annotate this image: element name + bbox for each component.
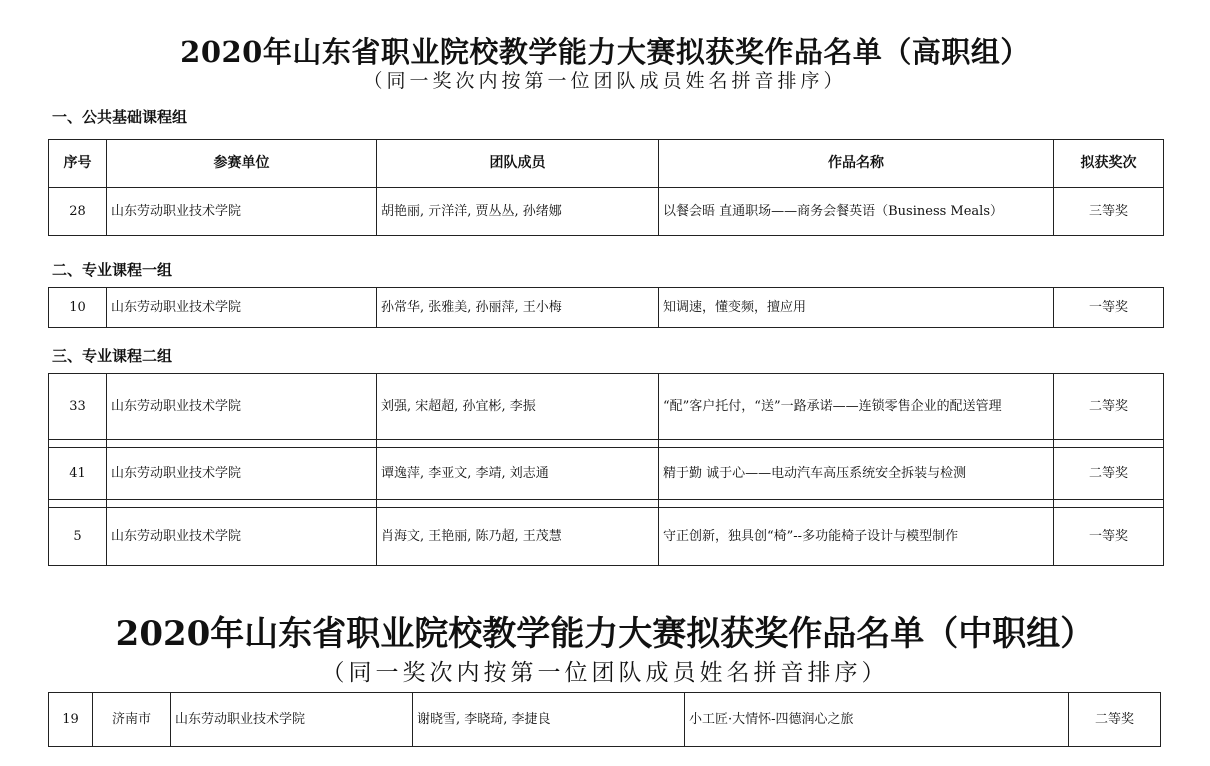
page-subtitle-high: （同一奖次内按第一位团队成员姓名拼音排序） (363, 70, 847, 92)
page-subtitle-mid: （同一奖次内按第一位团队成员姓名拼音排序） (321, 660, 889, 686)
cell-work: 守正创新，独具创“椅”--多功能椅子设计与模型制作 (659, 508, 1054, 566)
cell-unit: 山东劳动职业技术学院 (107, 448, 377, 500)
cell-work: 小工匠·大情怀-四德润心之旅 (685, 693, 1069, 747)
cell-work: 知调速，懂变频，擅应用 (659, 288, 1054, 328)
cell-members: 刘强, 宋超超, 孙宜彬, 李振 (377, 374, 659, 440)
cell-unit: 山东劳动职业技术学院 (107, 374, 377, 440)
cell-members: 胡艳丽, 亓洋洋, 贾丛丛, 孙绪娜 (377, 188, 659, 236)
table-mid (48, 692, 1161, 747)
cell-unit: 山东劳动职业技术学院 (171, 693, 413, 747)
cell-award: 一等奖 (1054, 508, 1164, 566)
cell-unit: 山东劳动职业技术学院 (107, 288, 377, 328)
table-row (49, 693, 1161, 747)
cell-no: 10 (49, 288, 107, 328)
cell-no: 19 (49, 693, 93, 747)
section-label-public: 一、公共基础课程组 (52, 108, 188, 126)
page-title-high: 2020年山东省职业院校教学能力大赛拟获奖作品名单（高职组） (180, 35, 1030, 69)
cell-award: 二等奖 (1054, 448, 1164, 500)
cell-no: 28 (49, 188, 107, 236)
cell-award: 二等奖 (1069, 693, 1161, 747)
cell-members: 孙常华, 张雅美, 孙丽萍, 王小梅 (377, 288, 659, 328)
cell-work: 以餐会晤 直通职场——商务会餐英语（Business Meals） (659, 188, 1054, 236)
table-row (49, 508, 1164, 566)
col-header-members: 团队成员 (377, 140, 659, 188)
cell-award: 一等奖 (1054, 288, 1164, 328)
table-pro-1 (48, 287, 1164, 328)
cell-work: 精于勤 诚于心——电动汽车高压系统安全拆装与检测 (659, 448, 1054, 500)
cell-work: “配”客户托付，“送”一路承诺——连锁零售企业的配送管理 (659, 374, 1054, 440)
cell-no: 5 (49, 508, 107, 566)
cell-city: 济南市 (93, 693, 171, 747)
table-row (49, 374, 1164, 440)
cell-members: 谭逸萍, 李亚文, 李靖, 刘志通 (377, 448, 659, 500)
cell-award: 二等奖 (1054, 374, 1164, 440)
col-header-unit: 参赛单位 (107, 140, 377, 188)
cell-no: 33 (49, 374, 107, 440)
section-label-pro1: 二、专业课程一组 (52, 261, 173, 279)
col-header-work: 作品名称 (659, 140, 1054, 188)
cell-award: 三等奖 (1054, 188, 1164, 236)
table-public-basic (48, 139, 1164, 236)
table-pro-2 (48, 373, 1164, 566)
col-header-no: 序号 (49, 140, 107, 188)
cell-members: 肖海文, 王艳丽, 陈乃超, 王茂慧 (377, 508, 659, 566)
table-row (49, 188, 1164, 236)
cell-members: 谢晓雪, 李晓琦, 李捷良 (413, 693, 685, 747)
cell-unit: 山东劳动职业技术学院 (107, 508, 377, 566)
cell-unit: 山东劳动职业技术学院 (107, 188, 377, 236)
table-row (49, 448, 1164, 500)
table-row (49, 288, 1164, 328)
section-label-pro2: 三、专业课程二组 (52, 347, 173, 365)
row-gap (49, 500, 1164, 508)
table-header-row (49, 140, 1164, 188)
col-header-award: 拟获奖次 (1054, 140, 1164, 188)
cell-no: 41 (49, 448, 107, 500)
page-title-mid: 2020年山东省职业院校教学能力大赛拟获奖作品名单（中职组） (115, 614, 1095, 654)
row-gap (49, 440, 1164, 448)
